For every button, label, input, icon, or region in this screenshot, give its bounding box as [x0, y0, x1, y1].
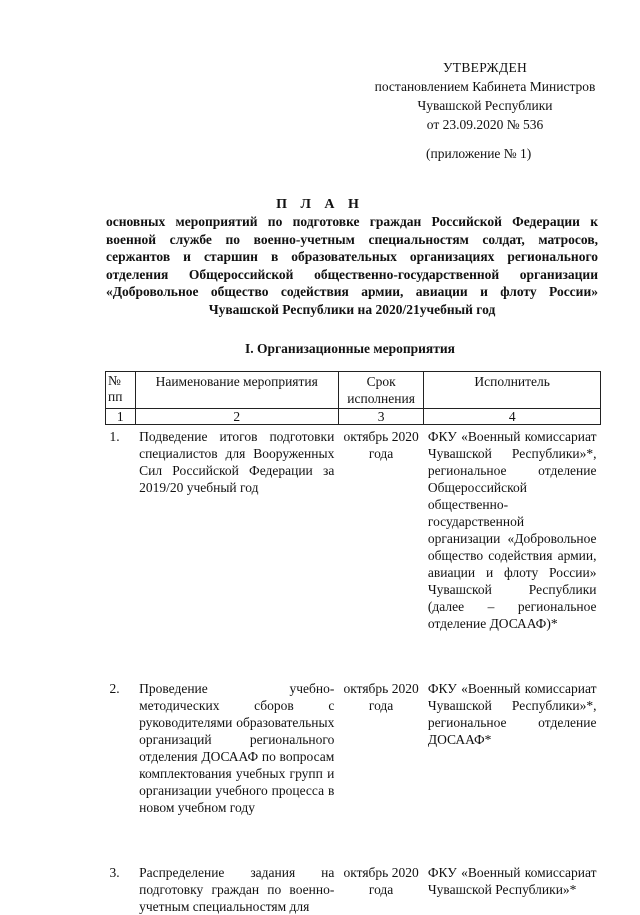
approval-line-2: Чувашской Республики [417, 98, 553, 113]
row-name: Распределение задания на подготовку граждан по военно-учетным специальностям для [139, 865, 335, 914]
header-executor: Исполнитель [424, 372, 601, 409]
plan-table [105, 371, 601, 915]
row-num: 3. [109, 865, 120, 880]
approval-block [360, 58, 610, 134]
header-name: Наименование мероприятия [135, 372, 338, 409]
header-term: Срок исполнения [338, 372, 424, 409]
approval-line-1: постановлением Кабинета Министров [374, 79, 596, 94]
row-name: Подведение итогов подготовки специалистов для Вооруженных Сил Российской Федерации за 2019/20 учебный год [139, 429, 335, 495]
index-cell: 2 [135, 409, 338, 425]
table-row [106, 861, 601, 915]
plan-title: П Л А Н [276, 197, 364, 212]
plan-subtitle: основных мероприятий по подготовке граждан Российской Федерации к военной службе по военно-учетным специальностям солдат, матросов, сержантов и старшин в образовательных организациях регионального отделения Общероссийской общественно-государственной организации «Добровольное общество содействия армии, авиации и флоту России» Чувашской Республики на 2020/21учебный год [106, 214, 598, 317]
row-term: октябрь 2020 года [343, 865, 419, 897]
table-index-row [106, 409, 601, 425]
appendix-note: (приложение № 1) [426, 146, 532, 161]
approval-line-3: от 23.09.2020 № 536 [426, 117, 544, 132]
row-num: 2. [109, 681, 120, 696]
row-term: октябрь 2020 года [343, 681, 419, 713]
header-num: № пп [106, 372, 136, 409]
index-cell: 4 [424, 409, 601, 425]
index-cell: 3 [338, 409, 424, 425]
table-row [106, 677, 601, 861]
table-row [106, 425, 601, 678]
index-cell: 1 [106, 409, 136, 425]
section-title: I. Организационные мероприятия [245, 341, 455, 356]
row-term: октябрь 2020 года [343, 429, 419, 461]
row-num: 1. [109, 429, 120, 444]
approval-title: УТВЕРЖДЕН [442, 60, 528, 75]
row-executor: ФКУ «Военный комиссариат Чувашской Республики»*, региональное отделение ДОСААФ* [427, 681, 597, 747]
row-name: Проведение учебно-методических сборов с руководителями образовательных организаций регионального отделения ДОСААФ по вопросам комплектования учебных групп и организации учебного процесса в новом учебном году [139, 681, 335, 815]
row-executor: ФКУ «Военный комиссариат Чувашской Республики»*, региональное отделение Общероссийской общественно-государственной организации «Добровольное общество содействия армии, авиации и флоту России» Чувашской Республики (далее – региональное отделение ДОСААФ)* [427, 429, 597, 631]
row-executor: ФКУ «Военный комиссариат Чувашской Республики»* [427, 865, 597, 897]
table-header-row [106, 372, 601, 409]
